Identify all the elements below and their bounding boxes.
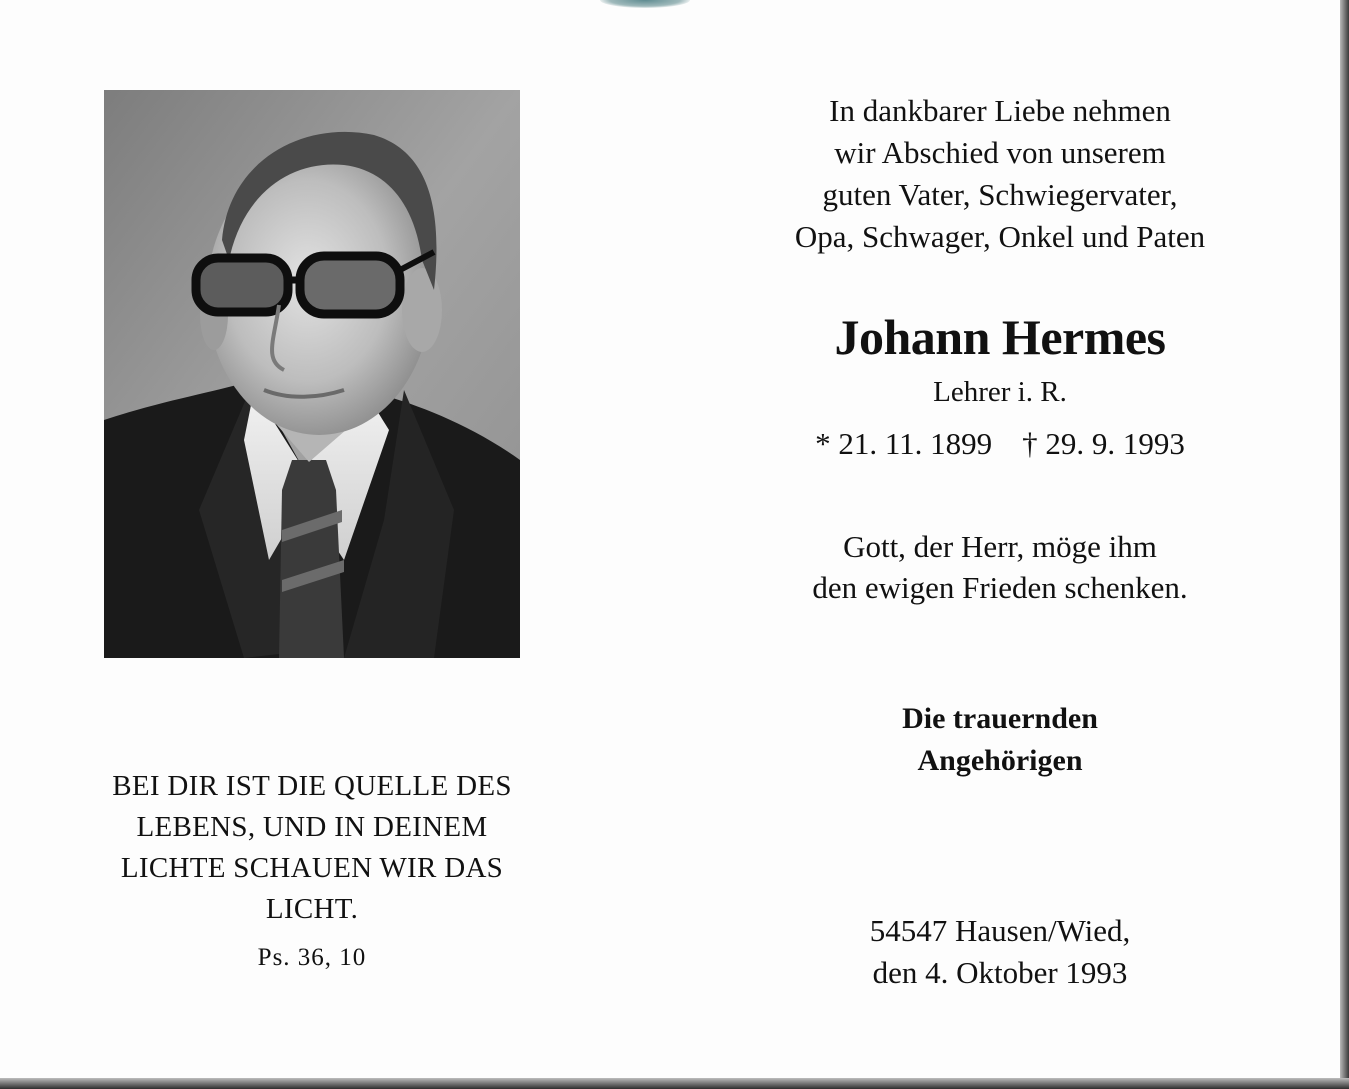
intro-line: wir Abschied von unserem [834,135,1166,170]
psalm-quote [62,766,562,930]
intro-text [700,90,1300,258]
deceased-name: Johann Hermes [834,309,1166,365]
place-and-date [700,910,1300,994]
birth-date: * 21. 11. 1899 [815,426,993,461]
portrait-photo [104,90,520,658]
scan-border-right [1340,0,1349,1089]
mourners-signature [700,698,1300,782]
quote-line: LICHT. [265,893,359,925]
date-line: den 4. Oktober 1993 [872,955,1128,990]
scan-smudge [600,0,690,8]
intro-line: guten Vater, Schwiegervater, [822,177,1178,212]
quote-line: LICHTE SCHAUEN WIR DAS [120,852,504,884]
death-date: † 29. 9. 1993 [1022,426,1185,461]
blessing-text [700,526,1300,608]
quote-line: LEBENS, UND IN DEINEM [136,811,488,843]
deceased-title: Lehrer i. R. [933,376,1067,408]
mourners-line: Die trauernden [902,702,1098,735]
psalm-reference: Ps. 36, 10 [257,944,367,971]
mourners-line: Angehörigen [917,744,1083,777]
place-line: 54547 Hausen/Wied, [869,913,1131,948]
scan-border-bottom [0,1078,1349,1089]
intro-line: Opa, Schwager, Onkel und Paten [794,219,1206,254]
blessing-line: den ewigen Frieden schenken. [812,570,1188,605]
quote-line: BEI DIR IST DIE QUELLE DES [112,770,512,802]
life-dates [700,426,1300,462]
blessing-line: Gott, der Herr, möge ihm [843,529,1157,564]
intro-line: In dankbarer Liebe nehmen [829,93,1171,128]
